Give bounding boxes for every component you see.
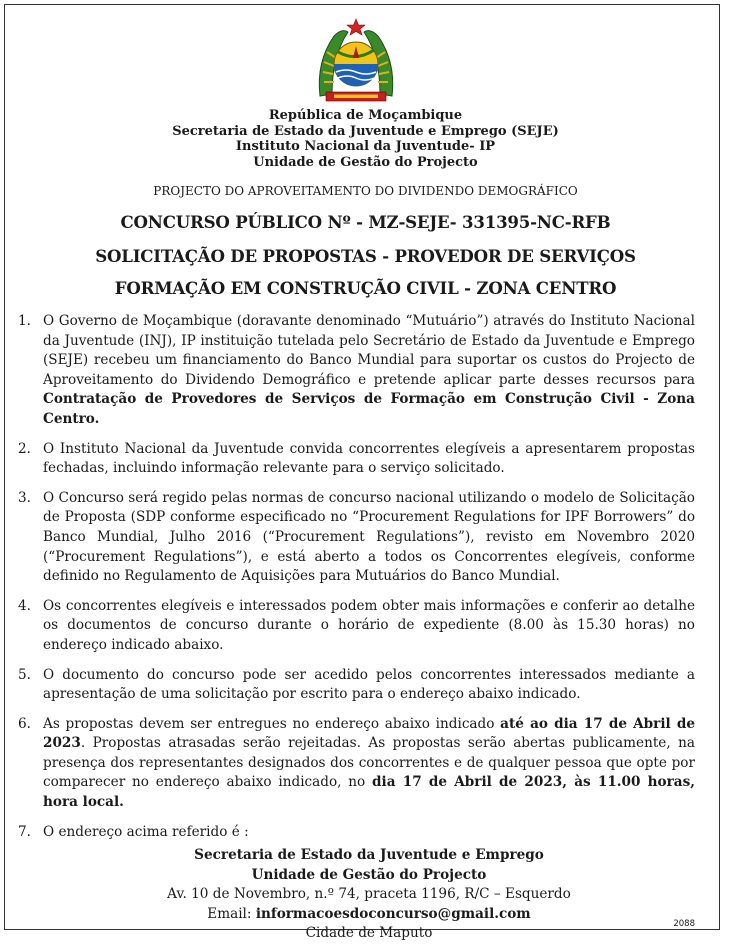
header-republic: República de Moçambique [268, 108, 463, 123]
list-item [18, 489, 695, 587]
item-number: 4. [18, 597, 31, 614]
address-unit: Unidade de Gestão do Projecto [251, 866, 487, 883]
request-title: SOLICITAÇÃO DE PROPOSTAS - PROVEDOR DE SERVIÇOS [95, 246, 636, 266]
item-text: O Instituto Nacional da Juventude convida concorrentes elegíveis a apresentarem propostas fechadas, incluindo informação relevante para o serviço solicitado. [43, 440, 695, 477]
list-item [18, 715, 695, 813]
item-number: 5. [18, 666, 31, 683]
training-title: FORMAÇÃO EM CONSTRUÇÃO CIVIL - ZONA CENTRO [114, 278, 617, 298]
item-text: O Concurso será regido pelas normas de concurso nacional utilizando o modelo de Solicitação de Proposta (SDP conforme especificado no “Procurement Regulations for IPF Borrowers” do Banco Mundial, Julho 2016 (“Procurement Regulations”), revisto em Novembro 2020 (“Procurement Regulations”), e está aberto a todos os Concorrentes elegíveis, conforme definido no Regulamento de Aquisições para Mutuários do Banco Mundial. [43, 489, 695, 585]
address-email-line [43, 905, 695, 925]
address-city: Cidade de Maputo [305, 925, 433, 942]
address-block [43, 846, 695, 944]
item-text: O Governo de Moçambique (doravante denominado “Mutuário”) através do Instituto Nacional da Juventude (INJ), IP instituição tutelada pelo Secretário de Estado da Juventude e Emprego (SEJE) recebeu um financiamento do Banco Mundial para suportar os custos do Projecto de Aproveitamento do Dividendo Demográfico e pretende aplicar parte desses recursos para [43, 313, 695, 388]
item-number: 1. [18, 313, 31, 329]
tender-number-title: CONCURSO PÚBLICO Nº - MZ-SEJE- 331395-NC-RFB [120, 212, 611, 232]
address-street: Av. 10 de Novembro, n.º 74, praceta 1196, R/C – Esquerdo [167, 886, 571, 903]
email-address: informacoesdoconcurso@gmail.com [255, 905, 531, 922]
header-institute: Instituto Nacional da Juventude- IP [235, 139, 496, 154]
header-secretariat: Secretaria de Estado da Juventude e Emprego (SEJE) [172, 123, 559, 139]
notice-items-list [18, 312, 695, 944]
address-secretariat: Secretaria de Estado da Juventude e Emprego [194, 847, 544, 864]
mozambique-emblem [314, 16, 398, 108]
item-text: Os concorrentes elegíveis e interessados podem obter mais informações e conferir ao detalhe os documentos de concurso durante o horário de expediente (8.00 às 15.30 horas) no endereço indicado abaixo. [43, 597, 695, 653]
header-unit: Unidade de Gestão do Projecto [253, 154, 478, 170]
list-item [18, 312, 695, 430]
list-item [18, 823, 695, 944]
email-label: Email: [207, 905, 256, 922]
ad-code: 2088 [673, 919, 695, 929]
list-item [18, 597, 695, 656]
list-item [18, 666, 695, 705]
item-number: 6. [18, 715, 31, 732]
item-number: 2. [18, 440, 31, 457]
header-block [0, 108, 731, 170]
item-text: . Propostas atrasadas serão rejeitadas. As propostas serão abertas publicamente, na presença dos representantes designados dos concorrentes e de qualquer pessoa que opte por comparecer no endereço abaixo indicado, no [43, 735, 695, 791]
opening-date: dia 17 de Abril de 2023, às 11.00 horas, hora local. [43, 774, 695, 811]
item-text-bold: Contratação de Provedores de Serviços de Formação em Construção Civil - Zona Centro. [43, 391, 695, 427]
deadline-date: até ao dia 17 de Abril de 2023 [43, 715, 695, 752]
project-name: PROJECTO DO APROVEITAMENTO DO DIVIDENDO DEMOGRÁFICO [153, 184, 578, 198]
item-text: O documento do concurso pode ser acedido pelos concorrentes interessados mediante a apresentação de uma solicitação por escrito para o endereço abaixo indicado. [43, 666, 695, 703]
item-text: As propostas devem ser entregues no endereço abaixo indicado [43, 715, 501, 732]
list-item [18, 440, 695, 479]
item-text: O endereço acima referido é : [43, 823, 249, 840]
item-number: 3. [18, 489, 31, 506]
item-number: 7. [18, 823, 31, 840]
